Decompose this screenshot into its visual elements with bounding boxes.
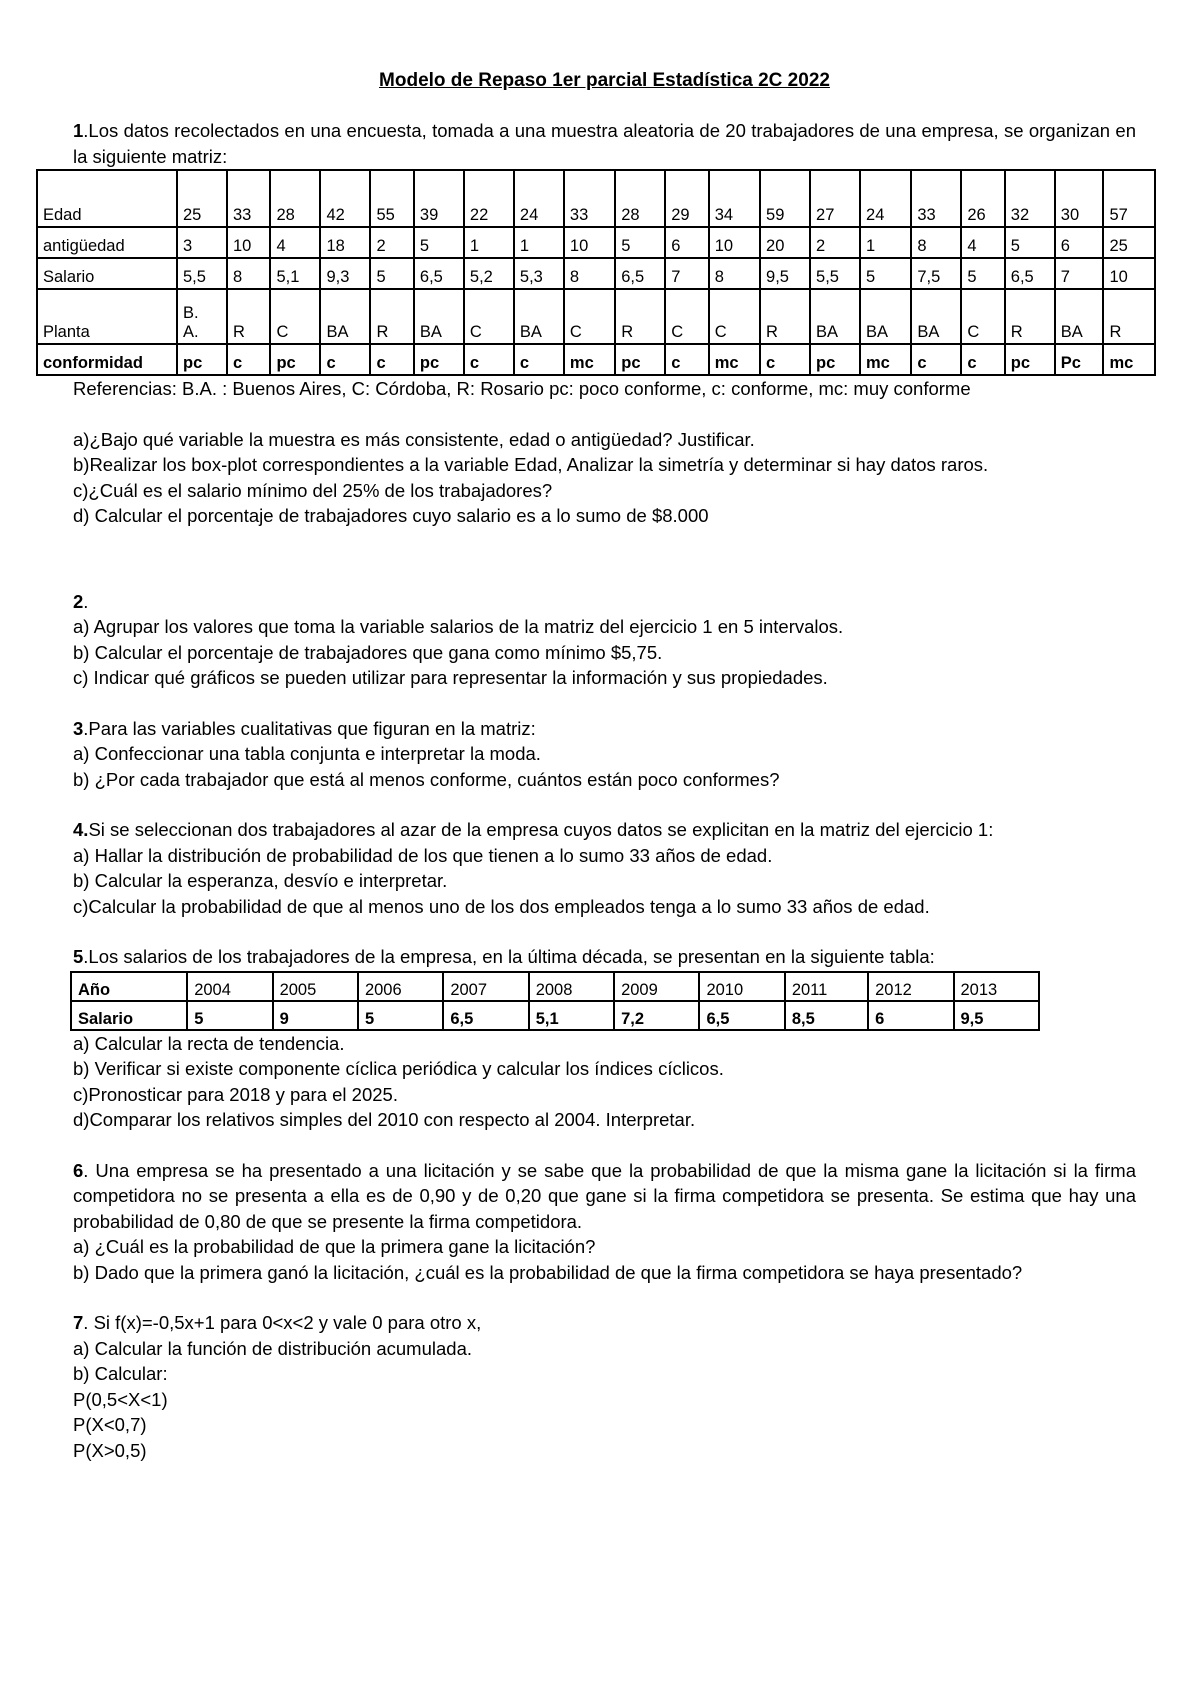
ej1-question-a: a)¿Bajo qué variable la muestra es más consistente, edad o antigüedad? Justificar. [73,428,755,450]
salary-cell: 9 [273,1001,358,1030]
document-page [43,70,1136,1463]
ej2-question-a: a) Agrupar los valores que toma la variable salarios de la matriz del ejercicio 1 en 5 intervalos. [73,616,844,637]
ej6-intro-text: . Una empresa se ha presentado a una licitación y se sabe que la probabilidad de que la misma gane la licitación si la firma competidora no se presenta a ella es de 0,90 y de 0,20 que gane si la firma competidora se presenta. Se estima que hay una probabilidad de 0,80 de que se presente la firma competidora. [73,1159,1136,1232]
matrix-cell: 9,5 [760,258,810,289]
year-cell: 2004 [187,972,272,1001]
ej1-question-b: b)Realizar los box-plot correspondientes a la variable Edad, Analizar la simetría y determinar si hay datos raros. [73,454,989,475]
matrix-cell: C [464,289,514,344]
matrix-cell: 5 [961,258,1004,289]
matrix-cell: R [370,289,413,344]
matrix-cell: 5,2 [464,258,514,289]
matrix-cell: 24 [514,170,564,227]
salary-cell: 6,5 [443,1001,528,1030]
matrix-row-planta [37,289,1155,344]
ej7-prob-2: P(X<0,7) [73,1414,147,1435]
matrix-cell: 10 [227,227,270,258]
matrix-cell: 34 [709,170,760,227]
matrix-cell: 59 [760,170,810,227]
matrix-cell: 6 [665,227,708,258]
matrix-cell: BA [810,289,860,344]
ej7-question-b: b) Calcular: [73,1363,168,1384]
matrix-cell: c [227,344,270,375]
matrix-cell: 7 [665,258,708,289]
matrix-row-label: Salario [37,258,177,289]
matrix-cell: 55 [370,170,413,227]
salary-cell: 5 [358,1001,443,1030]
matrix-cell: 57 [1103,170,1155,227]
matrix-row-antiguedad [37,227,1155,258]
matrix-cell: 10 [1103,258,1155,289]
matrix-cell: 26 [961,170,1004,227]
ej2-question-b: b) Calcular el porcentaje de trabajadores que gana como mínimo $5,75. [73,641,663,663]
matrix-cell: 39 [414,170,464,227]
document-title: Modelo de Repaso 1er parcial Estadística 2C 2022 [379,70,830,91]
matrix-cell: 24 [860,170,911,227]
matrix-row-label: conformidad [37,344,177,375]
matrix-cell: R [1103,289,1155,344]
matrix-cell: 8 [227,258,270,289]
salary-cell: 8,5 [785,1001,868,1030]
year-cell: 2012 [868,972,953,1001]
ej1-intro [73,118,1136,169]
ej4-question-c: c)Calcular la probabilidad de que al menos uno de los dos empleados tenga a lo sumo 33 años de edad. [73,895,930,917]
salary-cell: 5,1 [529,1001,614,1030]
matrix-cell: 6,5 [414,258,464,289]
ej6-question-b: b) Dado que la primera ganó la licitación, ¿cuál es la probabilidad de que la firma competidora se haya presentado? [73,1261,1023,1283]
salary-table-salary-row [71,1001,1039,1030]
matrix-cell: 5,3 [514,258,564,289]
matrix-cell: 29 [665,170,708,227]
year-cell: 2010 [699,972,784,1001]
matrix-cell: BA [1055,289,1104,344]
matrix-cell: c [514,344,564,375]
matrix-cell: 1 [464,227,514,258]
matrix-cell: 28 [615,170,665,227]
matrix-cell: BA [320,289,370,344]
matrix-cell: 8 [911,227,961,258]
matrix-cell: 33 [564,170,615,227]
matrix-cell: BA [414,289,464,344]
matrix-cell: 7 [1055,258,1104,289]
matrix-cell: 8 [709,258,760,289]
salary-cell: 9,5 [954,1001,1040,1030]
matrix-cell: c [760,344,810,375]
ej5-question-c: c)Pronosticar para 2018 y para el 2025. [73,1083,398,1105]
matrix-cell: c [320,344,370,375]
matrix-cell: C [270,289,320,344]
year-cell: 2005 [273,972,358,1001]
ej1-question-c: c)¿Cuál es el salario mínimo del 25% de los trabajadores? [73,479,553,501]
year-cell: 2009 [614,972,699,1001]
ej7-question-a: a) Calcular la función de distribución acumulada. [73,1337,472,1359]
year-cell: 2011 [785,972,868,1001]
matrix-cell: Pc [1055,344,1104,375]
ej1-intro-text: .Los datos recolectados en una encuesta, tomada a una muestra aleatoria de 20 trabajadores de una empresa, se organizan en la siguiente matriz: [73,120,1136,167]
matrix-cell: 8 [564,258,615,289]
matrix-cell: mc [709,344,760,375]
ej7-intro-text: . Si f(x)=-0,5x+1 para 0<x<2 y vale 0 para otro x, [83,1312,482,1333]
ej3-number: 3 [73,717,84,739]
matrix-cell: c [464,344,514,375]
salary-cell: 6 [868,1001,953,1030]
ej5-question-d: d)Comparar los relativos simples del 2010 con respecto al 2004. Interpretar. [73,1109,696,1130]
matrix-cell: 5 [370,258,413,289]
ej3-question-b: b) ¿Por cada trabajador que está al menos conforme, cuántos están poco conformes? [73,768,780,790]
matrix-cell: 6,5 [615,258,665,289]
matrix-cell: R [227,289,270,344]
year-cell: 2007 [443,972,528,1001]
ej6-question-a: a) ¿Cuál es la probabilidad de que la primera gane la licitación? [73,1236,596,1257]
matrix-cell: 33 [911,170,961,227]
ej3-intro-text: .Para las variables cualitativas que figuran en la matriz: [83,717,536,739]
matrix-row-label: Edad [37,170,177,227]
salary-trend-table [70,971,1040,1031]
year-label-cell: Año [71,972,187,1001]
matrix-cell: 5 [414,227,464,258]
matrix-cell: 42 [320,170,370,227]
matrix-cell: pc [1005,344,1055,375]
year-cell: 2006 [358,972,443,1001]
ej4-question-a: a) Hallar la distribución de probabilidad de los que tienen a lo sumo 33 años de edad. [73,844,773,866]
matrix-cell: B. A. [177,289,227,344]
matrix-cell: R [760,289,810,344]
matrix-cell: 1 [860,227,911,258]
matrix-cell: 2 [370,227,413,258]
ej7-prob-3: P(X>0,5) [73,1439,147,1461]
matrix-cell: 20 [760,227,810,258]
ej5-number: 5 [73,946,84,967]
matrix-cell: mc [1103,344,1155,375]
ej5-intro [73,944,1136,970]
matrix-cell: 5,5 [177,258,227,289]
matrix-cell: pc [810,344,860,375]
matrix-cell: R [1005,289,1055,344]
matrix-cell: 5 [1005,227,1055,258]
ej1-number: 1 [73,120,84,141]
matrix-cell: 6,5 [1005,258,1055,289]
matrix-cell: 5,5 [810,258,860,289]
matrix-row-conformidad [37,344,1155,375]
matrix-cell: mc [860,344,911,375]
ej7-intro [73,1310,1136,1336]
ej6-number: 6 [73,1159,84,1181]
matrix-cell: pc [270,344,320,375]
matrix-cell: c [665,344,708,375]
matrix-cell: 5,1 [270,258,320,289]
matrix-cell: pc [177,344,227,375]
matrix-cell: R [615,289,665,344]
data-matrix-table [36,169,1156,376]
ej4-question-b: b) Calcular la esperanza, desvío e interpretar. [73,870,448,891]
matrix-row-salario [37,258,1155,289]
ej1-references: Referencias: B.A. : Buenos Aires, C: Córdoba, R: Rosario pc: poco conforme, c: conforme, mc: muy conforme [73,378,971,399]
year-cell: 2008 [529,972,614,1001]
matrix-cell: 9,3 [320,258,370,289]
matrix-cell: 3 [177,227,227,258]
matrix-cell: pc [414,344,464,375]
ej5-question-b: b) Verificar si existe componente cíclica periódica y calcular los índices cíclicos. [73,1058,724,1079]
matrix-cell: C [961,289,1004,344]
matrix-cell: 10 [709,227,760,258]
ej3-intro [73,716,1136,742]
matrix-cell: 18 [320,227,370,258]
matrix-cell: 22 [464,170,514,227]
matrix-cell: 32 [1005,170,1055,227]
matrix-cell: 6 [1055,227,1104,258]
ej2-question-c: c) Indicar qué gráficos se pueden utilizar para representar la información y sus propiedades. [73,667,828,688]
matrix-row-edad [37,170,1155,227]
matrix-cell: 27 [810,170,860,227]
matrix-cell: c [911,344,961,375]
ej7-prob-1: P(0,5<X<1) [73,1388,168,1410]
matrix-cell: 4 [961,227,1004,258]
matrix-cell: mc [564,344,615,375]
salary-cell: 5 [187,1001,272,1030]
matrix-row-label: Planta [37,289,177,344]
year-cell: 2013 [954,972,1040,1001]
matrix-cell: BA [514,289,564,344]
matrix-cell: 5 [860,258,911,289]
matrix-cell: 33 [227,170,270,227]
matrix-cell: 25 [177,170,227,227]
matrix-cell: 10 [564,227,615,258]
matrix-cell: C [665,289,708,344]
matrix-cell: c [370,344,413,375]
ej4-intro [73,817,1136,843]
matrix-cell: pc [615,344,665,375]
salary-table-year-row [71,972,1039,1001]
matrix-cell: 30 [1055,170,1104,227]
matrix-cell: C [709,289,760,344]
ej3-question-a: a) Confeccionar una tabla conjunta e interpretar la moda. [73,743,541,764]
ej6-intro [73,1158,1136,1235]
ej7-number: 7 [73,1312,84,1333]
matrix-cell: 1 [514,227,564,258]
matrix-cell: C [564,289,615,344]
matrix-row-label: antigüedad [37,227,177,258]
ej2-heading [73,589,1136,615]
matrix-cell: BA [860,289,911,344]
matrix-cell: BA [911,289,961,344]
salary-cell: 6,5 [699,1001,784,1030]
ej5-intro-text: .Los salarios de los trabajadores de la empresa, en la última década, se presentan en la siguiente tabla: [83,946,935,967]
ej2-dot: . [83,590,89,612]
matrix-cell: 5 [615,227,665,258]
matrix-cell: c [961,344,1004,375]
matrix-cell: 4 [270,227,320,258]
ej1-question-d: d) Calcular el porcentaje de trabajadores cuyo salario es a lo sumo de $8.000 [73,505,709,526]
salary-cell: 7,2 [614,1001,699,1030]
ej2-number: 2 [73,590,84,612]
matrix-cell: 25 [1103,227,1155,258]
matrix-cell: 2 [810,227,860,258]
ej4-number: 4. [73,819,89,840]
salary-label-cell: Salario [71,1001,187,1030]
matrix-cell: 7,5 [911,258,961,289]
matrix-cell: 28 [270,170,320,227]
ej5-question-a: a) Calcular la recta de tendencia. [73,1032,345,1054]
ej4-intro-text: Si se seleccionan dos trabajadores al azar de la empresa cuyos datos se explicitan en la matriz del ejercicio 1: [88,819,994,840]
